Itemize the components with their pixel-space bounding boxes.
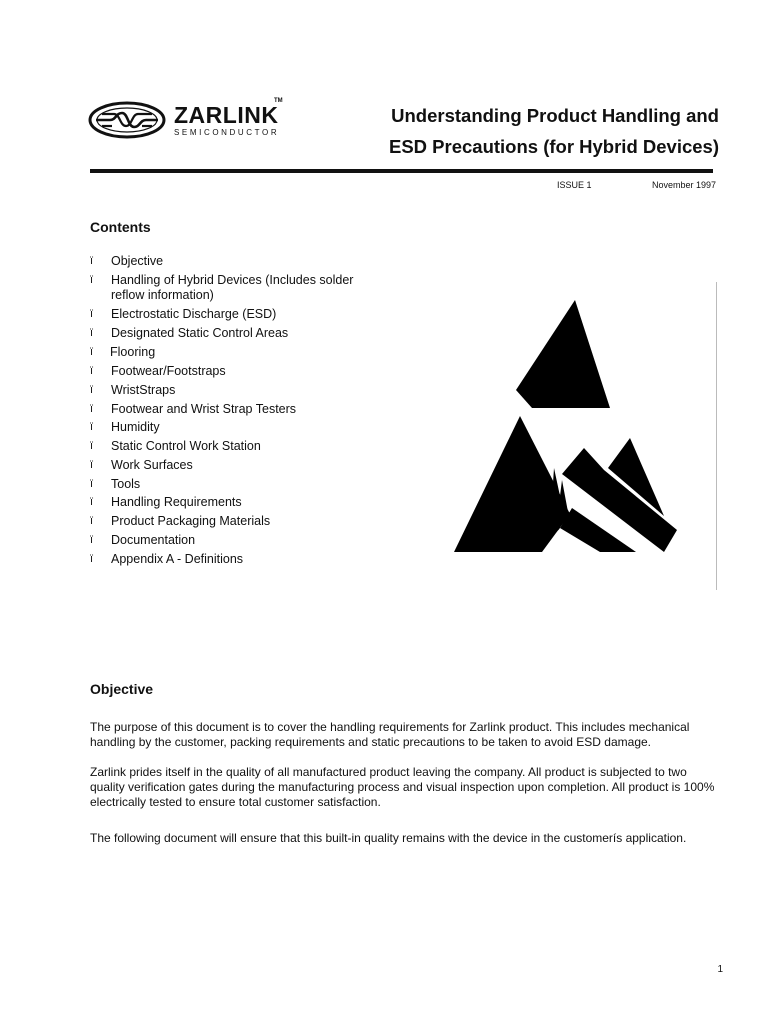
page-number: 1 xyxy=(717,964,723,975)
contents-item-label: Static Control Work Station xyxy=(111,439,261,453)
esd-susceptibility-symbol-icon xyxy=(450,298,680,556)
header-divider xyxy=(90,169,713,173)
contents-item-label: Handling of Hybrid Devices (Includes solder reflow information) xyxy=(111,273,354,302)
contents-bullet: ï xyxy=(90,478,94,490)
contents-item-label: WristStraps xyxy=(111,383,176,397)
contents-bullet: ï xyxy=(90,274,94,286)
issue-date: November 1997 xyxy=(651,180,716,190)
contents-item-label: Appendix A - Definitions xyxy=(111,552,244,566)
contents-bullet: ï xyxy=(90,553,94,565)
objective-heading: Objective xyxy=(90,681,154,697)
contents-bullet: ï xyxy=(90,346,94,358)
contents-item-label: Flooring xyxy=(110,345,156,359)
contents-bullet: ï xyxy=(90,255,94,267)
contents-item-label: Footwear/Footstraps xyxy=(111,364,226,378)
contents-item-label: Objective xyxy=(111,254,164,268)
contents-item-label: Documentation xyxy=(111,533,196,547)
document-title xyxy=(389,100,719,162)
objective-paragraph-2: Zarlink prides itself in the quality of all manufactured product leaving the company. All product is subjected to two quality verification gates during the manufacturing process and visual inspection upon completion. All product is 100% electrically tested to ensure total customer satisfaction. xyxy=(90,765,715,809)
contents-bullet: ï xyxy=(90,440,94,452)
contents-bullet: ï xyxy=(90,327,94,339)
objective-paragraph-1: The purpose of this document is to cover the handling requirements for Zarlink product. This includes mechanical handling by the customer, packing requirements and static precautions to be taken to avoid ESD damage. xyxy=(90,720,690,749)
document-title-line-2: ESD Precautions (for Hybrid Devices) xyxy=(388,136,719,157)
contents-bullet: ï xyxy=(90,403,94,415)
contents-item-label: Designated Static Control Areas xyxy=(111,326,289,340)
contents-bullet: ï xyxy=(90,496,94,508)
contents-item-label: Work Surfaces xyxy=(111,458,193,472)
contents-bullet: ï xyxy=(90,459,94,471)
issue-number: ISSUE 1 xyxy=(557,180,592,190)
logo-subtitle: SEMICONDUCTOR xyxy=(174,128,280,137)
contents-item-label: Electrostatic Discharge (ESD) xyxy=(111,307,277,321)
contents-item-label: Footwear and Wrist Strap Testers xyxy=(111,402,297,416)
zarlink-logo-mark-icon xyxy=(88,100,166,140)
contents-bullet: ï xyxy=(90,515,94,527)
contents-item-label: Tools xyxy=(111,477,141,491)
contents-bullet: ï xyxy=(90,534,94,546)
contents-item-label: Humidity xyxy=(111,420,160,434)
contents-bullet: ï xyxy=(90,421,94,433)
objective-paragraph-3: The following document will ensure that this built-in quality remains with the device in the customerís application. xyxy=(90,831,687,845)
document-title-line-1: Understanding Product Handling and xyxy=(391,105,719,126)
contents-bullet: ï xyxy=(90,308,94,320)
figure-border-line xyxy=(716,282,717,590)
logo-wordmark: ZARLINK xyxy=(174,102,279,128)
contents-bullet: ï xyxy=(90,365,94,377)
contents-heading: Contents xyxy=(90,219,151,235)
contents-item-label: Handling Requirements xyxy=(111,495,242,509)
contents-item-label: Product Packaging Materials xyxy=(111,514,271,528)
contents-bullet: ï xyxy=(90,384,94,396)
logo-trademark: TM xyxy=(274,98,283,104)
zarlink-logo xyxy=(88,98,288,142)
